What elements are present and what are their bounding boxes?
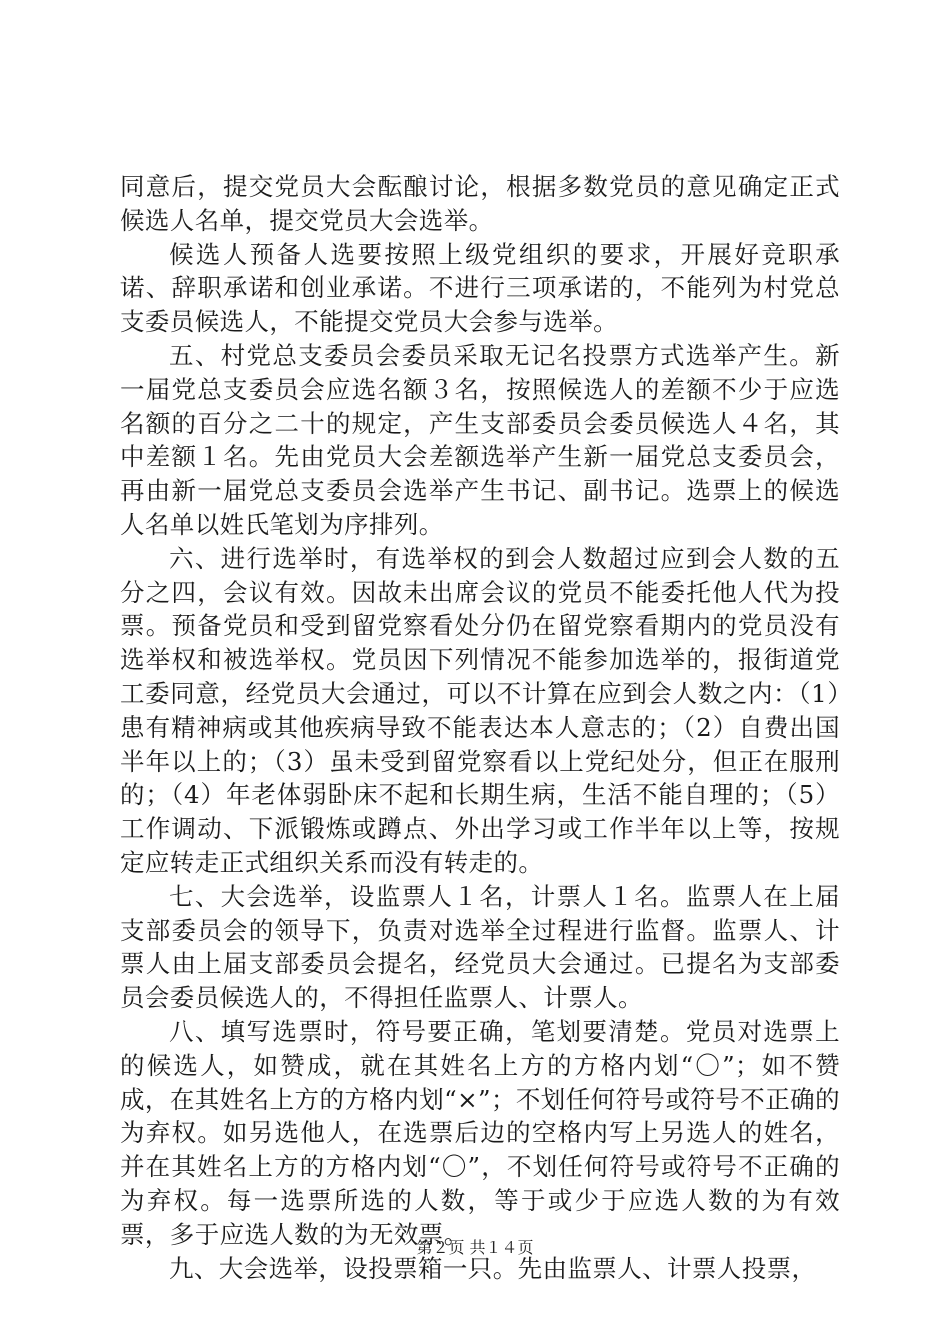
paragraph-section-6: 六、进行选举时，有选举权的到会人数超过应到会人数的五分之四，会议有效。因故未出席会议的党员不能委托他人代为投票。预备党员和受到留党察看处分仍在留党察看期内的党员没有选举权和被选举权。党员因下列情况不能参加选举的，报街道党工委同意，经党员大会通过，可以不计算在应到会人数之内：（1）患有精神病或其他疾病导致不能表达本人意志的；（2）自费出国半年以上的；（3）虽未受到留党察看以上党纪处分，但正在服刑的；（4）年老体弱卧床不起和长期生病，生活不能自理的；（5）工作调动、下派锻炼或蹲点、外出学习或工作半年以上等，按规定应转走正式组织关系而没有转走的。 xyxy=(120,543,840,877)
paragraph-section-5: 五、村党总支委员会委员采取无记名投票方式选举产生。新一届党总支委员会应选名额３名，按照候选人的差额不少于应选名额的百分之二十的规定，产生支部委员会委员候选人４名，其中差额１名。先由党员大会差额选举产生新一届党总支委员会，再由新一届党总支委员会选举产生书记、副书记。选票上的候选人名单以姓氏笔划为序排列。 xyxy=(120,340,840,539)
paragraph-section-9: 九、大会选举，设投票箱一只。先由监票人、计票人投票， xyxy=(169,1253,817,1283)
paragraph-candidate-commitments: 候选人预备人选要按照上级党组织的要求，开展好竞职承诺、辞职承诺和创业承诺。不进行三项承诺的，不能列为村党总支委员候选人，不能提交党员大会参与选举。 xyxy=(120,239,840,337)
document-body xyxy=(120,170,840,1285)
paragraph-section-7: 七、大会选举，设监票人１名，计票人１名。监票人在上届支部委员会的领导下，负责对选举全过程进行监督。监票人、计票人由上届支部委员会提名，经党员大会通过。已提名为支部委员会委员候选人的，不得担任监票人、计票人。 xyxy=(120,881,840,1013)
page-number-footer: 第２页 共１４页 xyxy=(416,1238,534,1257)
paragraph-continuation: 同意后，提交党员大会酝酿讨论，根据多数党员的意见确定正式候选人名单，提交党员大会选举。 xyxy=(120,172,840,235)
paragraph-section-8: 八、填写选票时，符号要正确，笔划要清楚。党员对选票上的候选人，如赞成，就在其姓名上方的方格内划“〇”；如不赞成，在其姓名上方的方格内划“×”；不划任何符号或符号不正确的为弃权。如另选他人，在选票后边的空格内写上另选人的姓名，并在其姓名上方的方格内划“〇”，不划任何符号或符号不正确的为弃权。每一选票所选的人数，等于或少于应选人数的为有效票，多于应选人数的为无效票。 xyxy=(120,1016,840,1249)
